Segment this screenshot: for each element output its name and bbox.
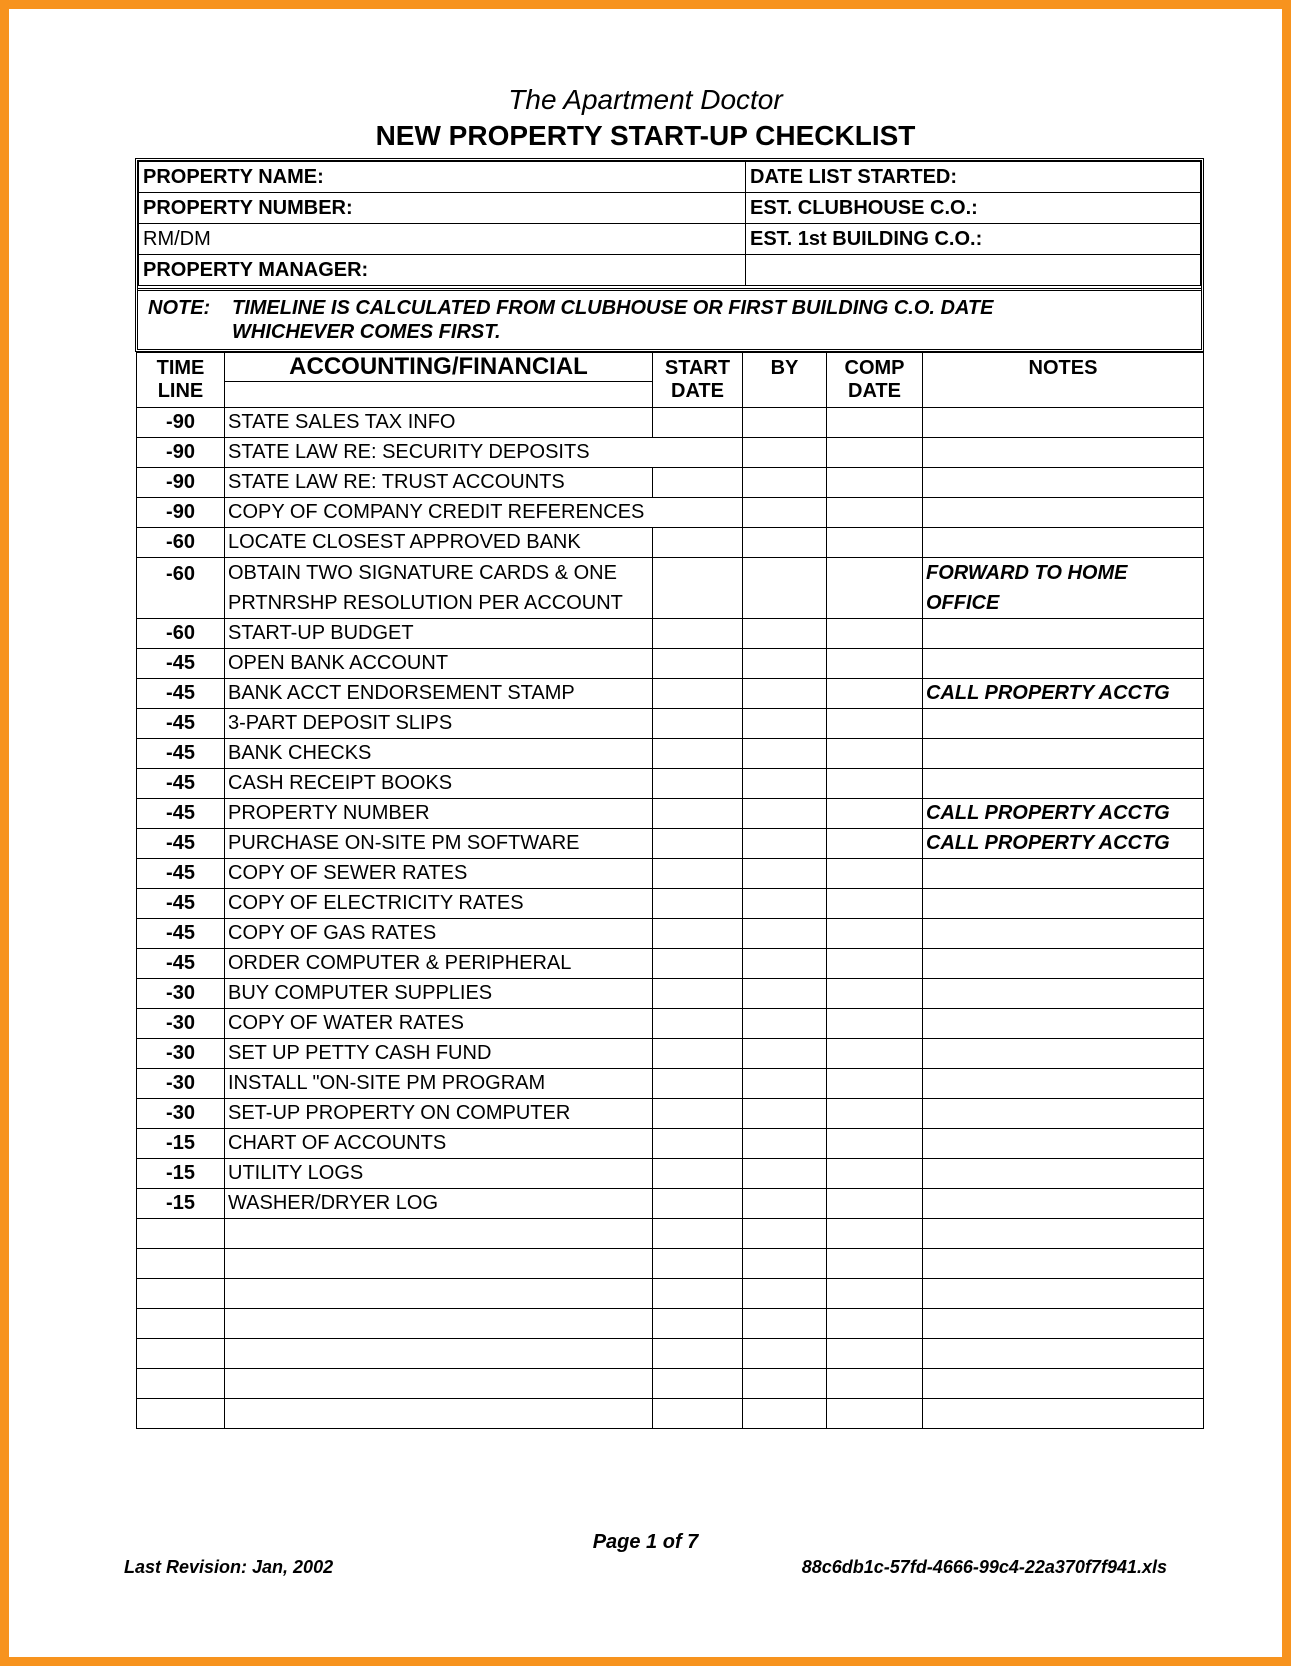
task-cell[interactable] <box>225 1399 653 1429</box>
blank-table-row <box>137 1279 1204 1309</box>
document-subtitle: The Apartment Doctor <box>508 84 783 115</box>
page-number: Page 1 of 7 <box>592 1531 699 1553</box>
time-line-cell: -45 <box>137 949 225 979</box>
time-line-cell[interactable] <box>137 1309 225 1339</box>
notes-cell[interactable] <box>923 739 1204 769</box>
comp-date-cell[interactable] <box>827 1159 923 1189</box>
comp-date-cell[interactable] <box>827 979 923 1009</box>
time-line-cell[interactable] <box>137 1219 225 1249</box>
by-cell[interactable] <box>743 649 827 679</box>
accounting-financial-heading: ACCOUNTING/FINANCIAL <box>289 353 588 380</box>
time-line-cell: -60 <box>137 528 225 558</box>
note-line-2: WHICHEVER COMES FIRST. <box>232 321 501 343</box>
document-title: NEW PROPERTY START-UP CHECKLIST <box>375 120 916 151</box>
task-cell[interactable] <box>225 1369 653 1399</box>
section-header-subrow <box>225 381 652 407</box>
start-date-cell[interactable] <box>653 1189 743 1219</box>
comp-date-cell[interactable] <box>827 1189 923 1219</box>
table-row <box>137 438 1204 468</box>
comp-date-cell[interactable] <box>827 528 923 558</box>
blank-table-row <box>137 1309 1204 1339</box>
table-row <box>137 949 1204 979</box>
table-row <box>137 528 1204 558</box>
comp-date-cell[interactable] <box>827 829 923 859</box>
start-date-cell[interactable] <box>653 619 743 649</box>
time-line-cell: -90 <box>137 468 225 498</box>
table-row <box>137 558 1204 619</box>
start-date-cell[interactable] <box>653 1249 743 1279</box>
comp-header-line-2: DATE <box>848 380 901 402</box>
start-date-cell[interactable] <box>653 919 743 949</box>
task-line-2: PRTNRSHP RESOLUTION PER ACCOUNT <box>228 592 623 614</box>
notes-line-1: FORWARD TO HOME <box>926 562 1128 584</box>
task-cell: OPEN BANK ACCOUNT <box>225 649 653 679</box>
task-cell: START-UP BUDGET <box>225 619 653 649</box>
by-cell[interactable] <box>743 528 827 558</box>
comp-date-cell[interactable] <box>827 1219 923 1249</box>
comp-date-cell[interactable] <box>827 889 923 919</box>
by-cell[interactable] <box>743 1279 827 1309</box>
notes-cell[interactable] <box>923 1009 1204 1039</box>
task-cell: LOCATE CLOSEST APPROVED BANK <box>225 528 653 558</box>
time-line-cell: -90 <box>137 438 225 468</box>
task-cell: PURCHASE ON-SITE PM SOFTWARE <box>225 829 653 859</box>
notes-cell[interactable]: CALL PROPERTY ACCTG <box>923 799 1204 829</box>
start-date-cell[interactable] <box>653 709 743 739</box>
comp-date-cell[interactable] <box>827 1039 923 1069</box>
time-line-cell: -45 <box>137 889 225 919</box>
time-line-cell: -45 <box>137 919 225 949</box>
notes-cell[interactable]: CALL PROPERTY ACCTG <box>923 679 1204 709</box>
notes-cell[interactable]: CALL PROPERTY ACCTG <box>923 829 1204 859</box>
comp-date-cell[interactable] <box>827 468 923 498</box>
start-date-cell[interactable] <box>653 799 743 829</box>
time-line-cell: -30 <box>137 1099 225 1129</box>
comp-date-cell[interactable] <box>827 438 923 468</box>
time-line-cell: -45 <box>137 769 225 799</box>
time-line-cell: -45 <box>137 709 225 739</box>
notes-cell[interactable] <box>923 769 1204 799</box>
comp-date-cell[interactable] <box>827 1339 923 1369</box>
table-row <box>137 1159 1204 1189</box>
time-line-cell: -15 <box>137 1159 225 1189</box>
time-line-cell: -15 <box>137 1129 225 1159</box>
task-cell[interactable] <box>225 1339 653 1369</box>
start-date-cell[interactable] <box>653 1309 743 1339</box>
section-header <box>225 353 653 408</box>
notes-cell[interactable] <box>923 1039 1204 1069</box>
est-clubhouse-co-field[interactable]: EST. CLUBHOUSE C.O.: <box>746 193 1201 224</box>
start-date-cell[interactable] <box>653 1159 743 1189</box>
table-row <box>137 649 1204 679</box>
comp-date-cell[interactable] <box>827 859 923 889</box>
notes-cell[interactable] <box>923 1339 1204 1369</box>
comp-date-cell[interactable] <box>827 1369 923 1399</box>
notes-cell[interactable] <box>923 1189 1204 1219</box>
blank-info-cell[interactable] <box>746 255 1201 286</box>
by-cell[interactable] <box>743 1219 827 1249</box>
task-cell: COPY OF COMPANY CREDIT REFERENCES <box>225 498 653 528</box>
property-name-field[interactable]: PROPERTY NAME: <box>139 162 746 193</box>
task-cell: SET-UP PROPERTY ON COMPUTER <box>225 1099 653 1129</box>
blank-table-row <box>137 1249 1204 1279</box>
table-row <box>137 1069 1204 1099</box>
task-cell: CHART OF ACCOUNTS <box>225 1129 653 1159</box>
notes-cell[interactable] <box>923 979 1204 1009</box>
by-cell[interactable] <box>743 739 827 769</box>
by-cell[interactable] <box>743 1309 827 1339</box>
by-cell[interactable] <box>743 1159 827 1189</box>
table-row <box>137 979 1204 1009</box>
by-cell[interactable] <box>743 1249 827 1279</box>
start-date-header <box>653 353 743 408</box>
file-name: 88c6db1c-57fd-4666-99c4-22a370f7f941.xls <box>801 1557 1167 1577</box>
notes-cell[interactable] <box>923 889 1204 919</box>
task-cell[interactable] <box>225 1249 653 1279</box>
comp-date-cell[interactable] <box>827 679 923 709</box>
by-cell[interactable] <box>743 919 827 949</box>
table-row <box>137 919 1204 949</box>
table-row <box>137 408 1204 438</box>
blank-table-row <box>137 1339 1204 1369</box>
notes-cell[interactable] <box>923 528 1204 558</box>
task-cell: WASHER/DRYER LOG <box>225 1189 653 1219</box>
time-line-cell: -45 <box>137 859 225 889</box>
table-row <box>137 468 1204 498</box>
blank-table-row <box>137 1399 1204 1429</box>
notes-cell[interactable] <box>923 1159 1204 1189</box>
by-cell[interactable] <box>743 1009 827 1039</box>
start-date-cell[interactable] <box>653 1219 743 1249</box>
notes-cell[interactable] <box>923 1219 1204 1249</box>
time-line-cell: -90 <box>137 408 225 438</box>
table-row <box>137 619 1204 649</box>
notes-cell[interactable] <box>923 498 1204 528</box>
start-date-cell[interactable] <box>653 1009 743 1039</box>
table-row <box>137 1009 1204 1039</box>
task-cell: COPY OF GAS RATES <box>225 919 653 949</box>
by-cell[interactable] <box>743 769 827 799</box>
notes-cell[interactable] <box>923 1369 1204 1399</box>
comp-date-cell[interactable] <box>827 498 923 528</box>
by-cell[interactable] <box>743 799 827 829</box>
start-date-cell[interactable] <box>653 528 743 558</box>
by-cell[interactable] <box>743 438 827 468</box>
notes-cell[interactable] <box>923 1129 1204 1159</box>
checklist-table <box>136 352 1204 1429</box>
time-line-cell: -30 <box>137 979 225 1009</box>
task-cell: COPY OF SEWER RATES <box>225 859 653 889</box>
by-cell[interactable] <box>743 1339 827 1369</box>
comp-date-cell[interactable] <box>827 919 923 949</box>
notes-cell[interactable] <box>923 468 1204 498</box>
notes-cell[interactable] <box>923 859 1204 889</box>
by-cell[interactable] <box>743 979 827 1009</box>
blank-table-row <box>137 1369 1204 1399</box>
start-date-cell[interactable] <box>653 558 743 619</box>
notes-cell[interactable] <box>923 709 1204 739</box>
notes-cell[interactable] <box>923 558 1204 619</box>
est-first-building-co-field[interactable]: EST. 1st BUILDING C.O.: <box>746 224 1201 255</box>
time-line-cell[interactable] <box>137 1249 225 1279</box>
time-line-cell: -45 <box>137 679 225 709</box>
time-line-cell: -15 <box>137 1189 225 1219</box>
time-line-cell: -90 <box>137 498 225 528</box>
task-cell: COPY OF WATER RATES <box>225 1009 653 1039</box>
table-row <box>137 829 1204 859</box>
time-line-cell[interactable] <box>137 1369 225 1399</box>
task-cell: SET UP PETTY CASH FUND <box>225 1039 653 1069</box>
start-date-cell[interactable] <box>653 889 743 919</box>
notes-cell[interactable] <box>923 1399 1204 1429</box>
comp-date-cell[interactable] <box>827 1129 923 1159</box>
notes-cell[interactable] <box>923 919 1204 949</box>
time-line-cell: -60 <box>137 558 225 619</box>
by-cell[interactable] <box>743 889 827 919</box>
notes-cell[interactable] <box>923 649 1204 679</box>
start-date-cell[interactable] <box>653 408 743 438</box>
notes-cell[interactable] <box>923 1309 1204 1339</box>
task-cell[interactable] <box>225 1219 653 1249</box>
time-line-cell[interactable] <box>137 1279 225 1309</box>
table-row <box>137 498 1204 528</box>
comp-header-line-1: COMP <box>844 357 905 379</box>
notes-line-2: OFFICE <box>926 592 1000 614</box>
start-date-cell[interactable] <box>653 1369 743 1399</box>
task-cell: UTILITY LOGS <box>225 1159 653 1189</box>
notes-cell[interactable] <box>923 408 1204 438</box>
start-date-cell[interactable] <box>653 1129 743 1159</box>
task-cell: BANK ACCT ENDORSEMENT STAMP <box>225 679 653 709</box>
time-line-cell: -45 <box>137 799 225 829</box>
notes-cell[interactable] <box>923 1279 1204 1309</box>
comp-date-cell[interactable] <box>827 1279 923 1309</box>
task-cell[interactable] <box>225 1279 653 1309</box>
task-cell: CASH RECEIPT BOOKS <box>225 769 653 799</box>
task-cell: STATE LAW RE: TRUST ACCOUNTS <box>225 468 653 498</box>
table-row <box>137 1039 1204 1069</box>
task-cell: 3-PART DEPOSIT SLIPS <box>225 709 653 739</box>
start-header-line-2: DATE <box>671 380 724 402</box>
comp-date-cell[interactable] <box>827 1069 923 1099</box>
start-date-cell[interactable] <box>653 859 743 889</box>
start-date-cell[interactable] <box>653 949 743 979</box>
timeline-note <box>138 288 1201 349</box>
by-cell[interactable] <box>743 468 827 498</box>
comp-date-cell[interactable] <box>827 709 923 739</box>
comp-date-cell[interactable] <box>827 1249 923 1279</box>
time-line-cell: -30 <box>137 1069 225 1099</box>
comp-date-cell[interactable] <box>827 1009 923 1039</box>
time-line-cell[interactable] <box>137 1399 225 1429</box>
time-line-cell[interactable] <box>137 1339 225 1369</box>
task-cell: PROPERTY NUMBER <box>225 799 653 829</box>
start-date-cell[interactable] <box>653 1069 743 1099</box>
notes-cell[interactable] <box>923 949 1204 979</box>
notes-cell[interactable] <box>923 1249 1204 1279</box>
comp-date-cell[interactable] <box>827 769 923 799</box>
comp-date-cell[interactable] <box>827 558 923 619</box>
by-cell[interactable] <box>743 859 827 889</box>
start-date-cell[interactable] <box>653 1039 743 1069</box>
table-row <box>137 889 1204 919</box>
table-header-row <box>137 353 1204 408</box>
property-number-field[interactable]: PROPERTY NUMBER: <box>139 193 746 224</box>
task-cell: INSTALL "ON-SITE PM PROGRAM <box>225 1069 653 1099</box>
by-cell[interactable] <box>743 498 827 528</box>
date-list-started-field[interactable]: DATE LIST STARTED: <box>746 162 1201 193</box>
by-cell[interactable] <box>743 679 827 709</box>
by-cell[interactable] <box>743 829 827 859</box>
table-row <box>137 679 1204 709</box>
by-cell[interactable] <box>743 1369 827 1399</box>
table-row <box>137 1099 1204 1129</box>
by-cell[interactable] <box>743 1039 827 1069</box>
notes-cell[interactable] <box>923 1069 1204 1099</box>
time-line-cell: -45 <box>137 829 225 859</box>
by-cell[interactable] <box>743 1069 827 1099</box>
comp-date-header <box>827 353 923 408</box>
by-cell[interactable] <box>743 558 827 619</box>
comp-date-cell[interactable] <box>827 1309 923 1339</box>
task-line-1: OBTAIN TWO SIGNATURE CARDS & ONE <box>228 562 617 584</box>
start-date-cell[interactable] <box>653 498 743 528</box>
by-cell[interactable] <box>743 709 827 739</box>
table-row <box>137 739 1204 769</box>
by-cell[interactable] <box>743 408 827 438</box>
time-header-line-2: LINE <box>157 380 204 402</box>
comp-date-cell[interactable] <box>827 799 923 829</box>
start-date-cell[interactable] <box>653 679 743 709</box>
by-cell[interactable] <box>743 1129 827 1159</box>
table-row <box>137 1189 1204 1219</box>
task-cell[interactable] <box>225 1309 653 1339</box>
start-date-cell[interactable] <box>653 979 743 1009</box>
property-info-box <box>135 158 1204 352</box>
task-cell: ORDER COMPUTER & PERIPHERAL <box>225 949 653 979</box>
comp-date-cell[interactable] <box>827 949 923 979</box>
task-cell: STATE LAW RE: SECURITY DEPOSITS <box>225 438 653 468</box>
table-row <box>137 799 1204 829</box>
start-date-cell[interactable] <box>653 1399 743 1429</box>
by-cell[interactable] <box>743 1189 827 1219</box>
table-row <box>137 1129 1204 1159</box>
start-header-line-1: START <box>664 357 731 379</box>
property-info-grid <box>138 161 1201 286</box>
table-row <box>137 769 1204 799</box>
notes-cell[interactable] <box>923 619 1204 649</box>
start-date-cell[interactable] <box>653 739 743 769</box>
task-cell: COPY OF ELECTRICITY RATES <box>225 889 653 919</box>
comp-date-cell[interactable] <box>827 619 923 649</box>
by-header: BY <box>743 353 827 408</box>
by-cell[interactable] <box>743 1099 827 1129</box>
time-line-cell: -45 <box>137 739 225 769</box>
notes-cell[interactable] <box>923 1099 1204 1129</box>
start-date-cell[interactable] <box>653 438 743 468</box>
rm-dm-field[interactable]: RM/DM <box>139 224 746 255</box>
comp-date-cell[interactable] <box>827 408 923 438</box>
time-line-cell: -60 <box>137 619 225 649</box>
time-line-cell: -45 <box>137 649 225 679</box>
start-date-cell[interactable] <box>653 649 743 679</box>
start-date-cell[interactable] <box>653 769 743 799</box>
task-cell: STATE SALES TAX INFO <box>225 408 653 438</box>
comp-date-cell[interactable] <box>827 739 923 769</box>
time-line-cell: -30 <box>137 1039 225 1069</box>
time-line-cell: -30 <box>137 1009 225 1039</box>
comp-date-cell[interactable] <box>827 1399 923 1429</box>
comp-date-cell[interactable] <box>827 649 923 679</box>
property-manager-field[interactable]: PROPERTY MANAGER: <box>139 255 746 286</box>
notes-header: NOTES <box>923 353 1204 408</box>
note-label: NOTE: <box>148 297 211 319</box>
notes-cell[interactable] <box>923 438 1204 468</box>
time-header-line-1: TIME <box>156 357 205 379</box>
start-date-cell[interactable] <box>653 1099 743 1129</box>
by-cell[interactable] <box>743 949 827 979</box>
task-cell: BUY COMPUTER SUPPLIES <box>225 979 653 1009</box>
time-line-header <box>137 353 225 408</box>
note-line-1: TIMELINE IS CALCULATED FROM CLUBHOUSE OR FIRST BUILDING C.O. DATE <box>232 297 994 319</box>
last-revision: Last Revision: Jan, 2002 <box>124 1557 334 1577</box>
table-row <box>137 859 1204 889</box>
task-cell <box>225 558 653 619</box>
comp-date-cell[interactable] <box>827 1099 923 1129</box>
by-cell[interactable] <box>743 1399 827 1429</box>
by-cell[interactable] <box>743 619 827 649</box>
start-date-cell[interactable] <box>653 829 743 859</box>
start-date-cell[interactable] <box>653 1279 743 1309</box>
blank-table-row <box>137 1219 1204 1249</box>
task-cell: BANK CHECKS <box>225 739 653 769</box>
table-row <box>137 709 1204 739</box>
start-date-cell[interactable] <box>653 1339 743 1369</box>
start-date-cell[interactable] <box>653 468 743 498</box>
